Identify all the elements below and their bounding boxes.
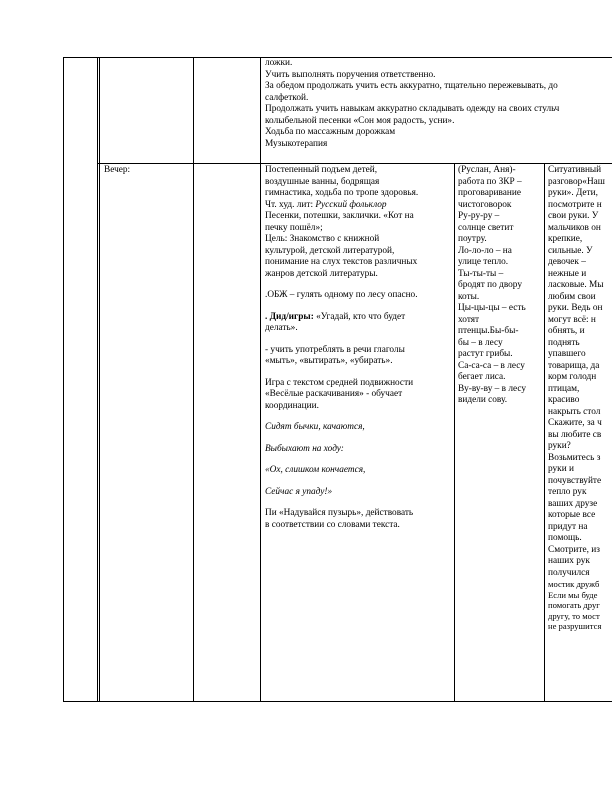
game-line <box>265 312 453 324</box>
situational-line: могут всё: н <box>548 314 596 325</box>
routine-line: Музыкотерапия <box>265 138 328 149</box>
situational-line: сильные. У <box>548 245 593 256</box>
speech-line: Ру-ру-ру – <box>458 211 500 221</box>
speech-line: (Руслан, Аня)- <box>458 165 516 175</box>
obzh-line: .ОБЖ – гулять одному по лесу опасно. <box>265 290 418 300</box>
situational-line: помогать друг <box>548 600 600 610</box>
situational-line: крепкие, <box>548 234 583 244</box>
situational-line: птицам, <box>548 383 580 394</box>
game-title: «Угадай, кто что будет <box>316 311 406 322</box>
situational-line: Если мы буде <box>548 589 598 600</box>
mobility-line: Игра с текстом средней подвижности <box>265 377 414 388</box>
game-goal-line: «мыть», «вытирать», «убирать». <box>265 356 393 366</box>
situational-line: вы любите св <box>548 429 602 440</box>
mobility-line: координации. <box>265 400 319 411</box>
situational-line: обнять, и <box>548 326 585 336</box>
speech-line: птенцы.Бы-бы- <box>458 326 519 336</box>
situational-line: поднять <box>548 337 580 348</box>
situational-line: наших рук <box>548 556 590 566</box>
situational-line: мальчиков он <box>548 222 601 233</box>
bubble-line: Пи «Надувайся пузырь», действовать <box>265 508 414 518</box>
bubble-line: в соответствии со словами текста. <box>265 519 400 530</box>
activity-line: Песенки, потешки, заклички. «Кот на <box>265 211 414 221</box>
situational-line: Возьмитесь з <box>548 452 601 463</box>
situational-line: упавшего <box>548 349 586 359</box>
situational-line: Ситуативный <box>548 165 602 175</box>
goal-line: понимание на слух текстов различных <box>265 257 418 267</box>
mobility-line: «Весёлые раскачивания» - обучает <box>265 389 403 399</box>
column-divider <box>544 163 545 701</box>
situational-line: свои руки. У <box>548 211 599 221</box>
situational-line: руки. Ведь он <box>548 303 603 313</box>
routine-line: Ходьба по массажным дорожкам <box>265 127 396 137</box>
speech-line: бегает лиса. <box>458 372 506 382</box>
speech-line: хотят <box>458 314 480 325</box>
goal-line: культурой, детской литературой, <box>265 245 395 256</box>
situational-line: руки». Дети, <box>548 188 598 198</box>
speech-line: Цы-цы-цы – есть <box>458 303 526 313</box>
speech-line: Ло-ло-ло – на <box>458 245 512 256</box>
situational-line: красиво <box>548 395 580 405</box>
column-divider <box>97 57 98 701</box>
situational-line: тепло рук <box>548 487 587 497</box>
routine-text-block <box>265 58 610 150</box>
activity-line: печку пошёл»; <box>265 222 323 233</box>
speech-line: Ву-ву-ву – в лесу <box>458 383 527 394</box>
game-line: делать». <box>265 323 298 333</box>
situational-line: товарища, да <box>548 360 600 371</box>
situational-line: ваших друзе <box>548 498 598 509</box>
table-bottom-border <box>63 701 612 702</box>
speech-line: растут грибы. <box>458 349 513 359</box>
verse-line: Сидят бычки, качаются, <box>265 422 365 432</box>
situational-line: корм голодн <box>548 372 597 382</box>
situational-line: мостик дружб <box>548 579 600 589</box>
activity-line: гимнастика, ходьба по тропе здоровья. <box>265 188 419 198</box>
situational-line: придут на <box>548 521 588 532</box>
routine-line: колыбельной песенки «Сон моя радость, усни». <box>265 115 455 126</box>
situational-line: Скажите, за ч <box>548 418 602 428</box>
situational-line: накрыть стол <box>548 406 601 417</box>
column-divider <box>193 57 194 701</box>
speech-line: работа по ЗКР – <box>458 176 522 187</box>
goal-line: Цель: Знакомство с книжной <box>265 234 380 244</box>
reading-prefix: Чт. худ. лит: <box>265 199 316 210</box>
speech-line: проговаривание <box>458 188 521 198</box>
situational-conversation-column <box>548 165 612 632</box>
routine-line: ложки. <box>265 58 293 68</box>
game-prefix: . Дид/игры: <box>265 311 317 322</box>
evening-label-text: Вечер: <box>104 165 131 175</box>
routine-line: Продолжать учить навыкам аккуратно складывать одежду на своих стульч <box>265 104 560 114</box>
situational-line: посмотрите н <box>548 199 602 210</box>
situational-line: которые все <box>548 510 596 520</box>
row-divider <box>98 163 612 164</box>
speech-line: бы – в лесу <box>458 337 503 348</box>
table-left-border <box>63 57 64 701</box>
speech-line: поутру. <box>458 234 487 244</box>
situational-line: не разрушится <box>548 621 602 631</box>
column-divider <box>454 163 455 701</box>
speech-work-column <box>458 165 542 407</box>
game-goal-line: - учить употреблять в речи глаголы <box>265 344 405 355</box>
verse-line: Сейчас я упаду!» <box>265 486 333 497</box>
situational-line: нежные и <box>548 268 587 279</box>
situational-line: Смотрите, из <box>548 544 600 555</box>
speech-line: улице тепло. <box>458 257 509 267</box>
activity-line: воздушные ванны, бодрящая <box>265 176 380 187</box>
situational-line: почувствуйте <box>548 475 602 486</box>
situational-line: любим свои <box>548 291 596 302</box>
routine-line: Учить выполнять поручения ответственно. <box>265 69 436 80</box>
situational-line: разговор«Наш <box>548 176 605 187</box>
situational-line: ласковые. Мы <box>548 280 604 290</box>
activity-line: Постепенный подъем детей, <box>265 165 378 175</box>
situational-line: руки и <box>548 464 574 474</box>
column-divider <box>260 57 261 701</box>
speech-line: Са-са-са – в лесу <box>458 360 525 371</box>
evening-label <box>104 165 190 177</box>
column-divider <box>99 57 100 701</box>
speech-line: солнце светит <box>458 222 514 233</box>
goal-line: жанров детской литературы. <box>265 268 378 279</box>
situational-line: помощь. <box>548 533 582 543</box>
evening-activities <box>265 165 453 531</box>
verse-line: Выбыхают на ходу: <box>265 443 344 454</box>
situational-line: руки? <box>548 441 571 451</box>
speech-line: коты. <box>458 291 480 302</box>
verse-line: «Ох, слишком кончается, <box>265 465 366 475</box>
reading-title: Русский фольклор <box>315 199 387 210</box>
routine-line: салфеткой. <box>265 92 309 103</box>
situational-line: девочек – <box>548 257 586 267</box>
speech-line: бродят по двору <box>458 280 522 290</box>
speech-line: видели сову. <box>458 395 508 405</box>
speech-line: Ты-ты-ты – <box>458 268 504 279</box>
routine-line: За обедом продолжать учить есть аккуратно, тщательно пережевывать, до <box>265 81 558 91</box>
situational-line: другу, то мост <box>548 610 600 621</box>
situational-line: получился <box>548 567 590 578</box>
speech-line: чистоговорок <box>458 199 512 210</box>
reading-line <box>265 200 453 212</box>
